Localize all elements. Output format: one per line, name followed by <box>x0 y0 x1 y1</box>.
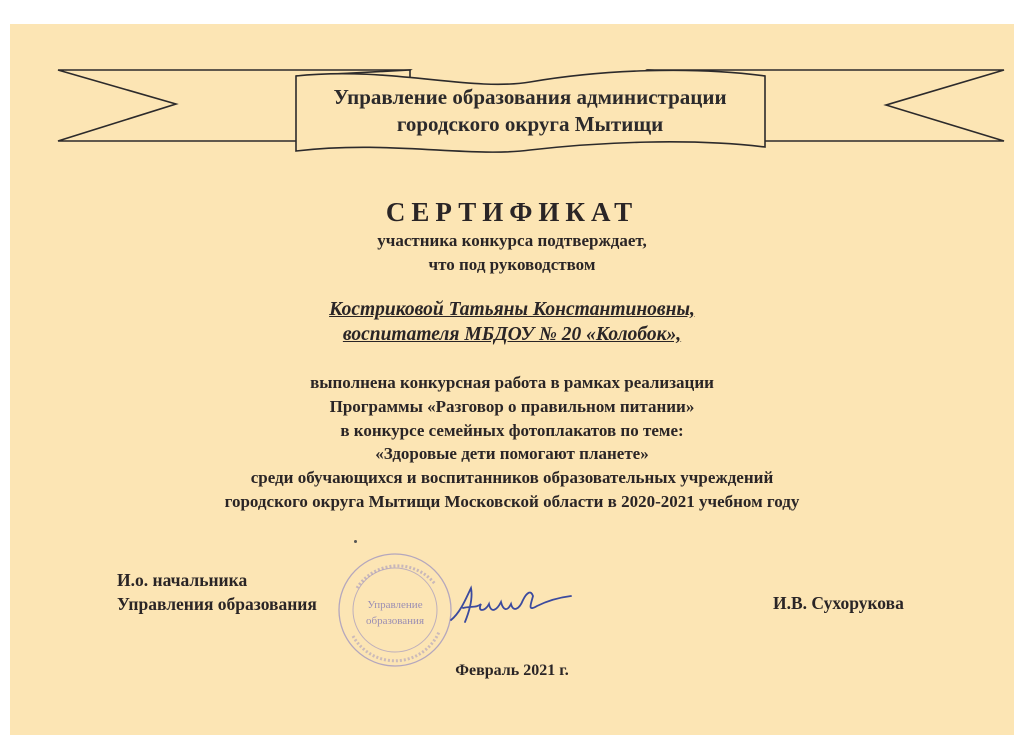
signatory-title <box>117 568 317 616</box>
issuer-header <box>297 84 763 138</box>
body-line: среди обучающихся и воспитанников образовательных учреждений <box>250 468 774 488</box>
handwritten-signature <box>447 582 575 626</box>
issue-date: Февраль 2021 г. <box>455 662 569 679</box>
body-line: Программы «Разговор о правильном питании» <box>329 396 695 416</box>
paper-speck <box>354 540 357 543</box>
official-stamp <box>335 548 455 668</box>
body-line: в конкурсе семейных фотоплакатов по теме: <box>340 420 684 440</box>
certificate-title: СЕРТИФИКАТ <box>385 197 639 227</box>
signatory-name: И.В. Сухорукова <box>773 593 904 613</box>
signatory-position-line-1: И.о. начальника <box>117 570 248 590</box>
recipient-name: Костриковой Татьяны Константиновны, <box>329 299 695 320</box>
issuer-line-1: Управление образования администрации <box>333 85 727 109</box>
certificate-subtitle-1: участника конкурса подтверждает, <box>377 231 647 250</box>
svg-text:образования: образования <box>365 615 425 627</box>
certificate-body <box>0 371 1024 514</box>
body-line: городского округа Мытищи Московской области в 2020-2021 учебном году <box>224 491 800 511</box>
body-line: выполнена конкурсная работа в рамках реализации <box>310 373 714 392</box>
certificate-subtitle-2: что под руководством <box>428 255 596 274</box>
svg-text:Управление: Управление <box>367 599 423 611</box>
recipient-position: воспитателя МБДОУ № 20 «Колобок», <box>342 324 682 345</box>
issuer-line-2: городского округа Мытищи <box>396 112 664 136</box>
body-line: «Здоровые дети помогают планете» <box>375 444 649 464</box>
signatory-position-line-2: Управления образования <box>117 594 317 614</box>
